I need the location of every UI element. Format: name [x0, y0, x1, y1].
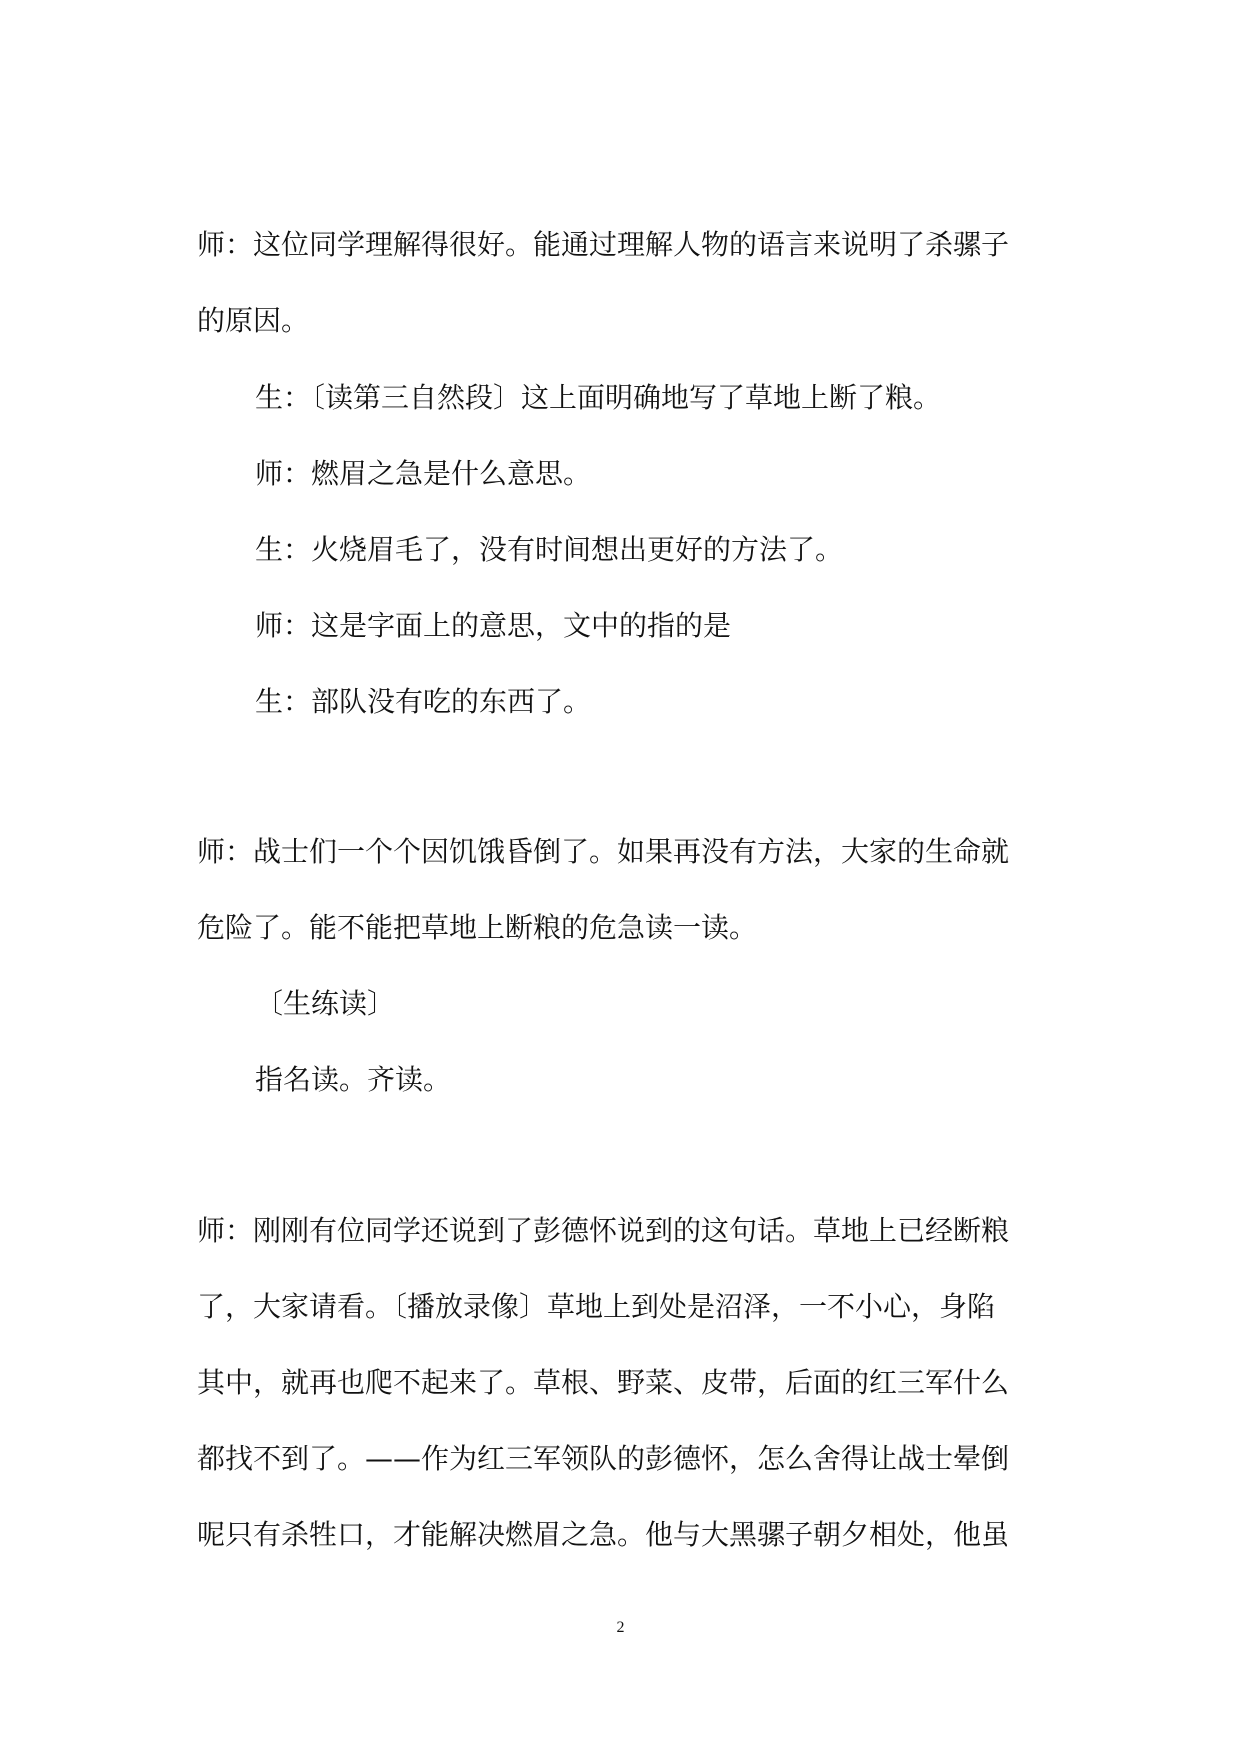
- dialogue-line-teacher-1: 师：燃眉之急是什么意思。: [255, 457, 592, 490]
- paragraph-line-2: 的原因。: [197, 304, 310, 337]
- paragraph-line-6: 了，大家请看。〔播放录像〕草地上到处是沼泽，一不小心，身陷: [197, 1290, 996, 1323]
- reading-note-2: 指名读。齐读。: [255, 1063, 452, 1096]
- paragraph-line-1: 师：这位同学理解得很好。能通过理解人物的语言来说明了杀骡子: [197, 228, 1010, 261]
- dialogue-line-student-1: 生：〔读第三自然段〕这上面明确地写了草地上断了粮。: [255, 381, 942, 414]
- dialogue-line-teacher-2: 师：这是字面上的意思，文中的指的是: [255, 609, 732, 642]
- paragraph-line-8: 都找不到了。——作为红三军领队的彭德怀，怎么舍得让战士晕倒: [197, 1442, 1010, 1475]
- paragraph-line-9: 呢只有杀牲口，才能解决燃眉之急。他与大黑骡子朝夕相处，他虽: [197, 1518, 1010, 1551]
- dialogue-line-student-2: 生：火烧眉毛了，没有时间想出更好的方法了。: [255, 533, 844, 566]
- paragraph-line-4: 危险了。能不能把草地上断粮的危急读一读。: [197, 911, 758, 944]
- paragraph-line-7: 其中，就再也爬不起来了。草根、野菜、皮带，后面的红三军什么: [197, 1366, 1010, 1399]
- paragraph-line-3: 师：战士们一个个因饥饿昏倒了。如果再没有方法，大家的生命就: [197, 835, 1010, 868]
- page-number: 2: [616, 1619, 625, 1636]
- reading-note-1: 〔生练读〕: [255, 987, 396, 1020]
- dialogue-line-student-3: 生：部队没有吃的东西了。: [255, 685, 592, 718]
- paragraph-line-5: 师：刚刚有位同学还说到了彭德怀说到的这句话。草地上已经断粮: [197, 1214, 1010, 1247]
